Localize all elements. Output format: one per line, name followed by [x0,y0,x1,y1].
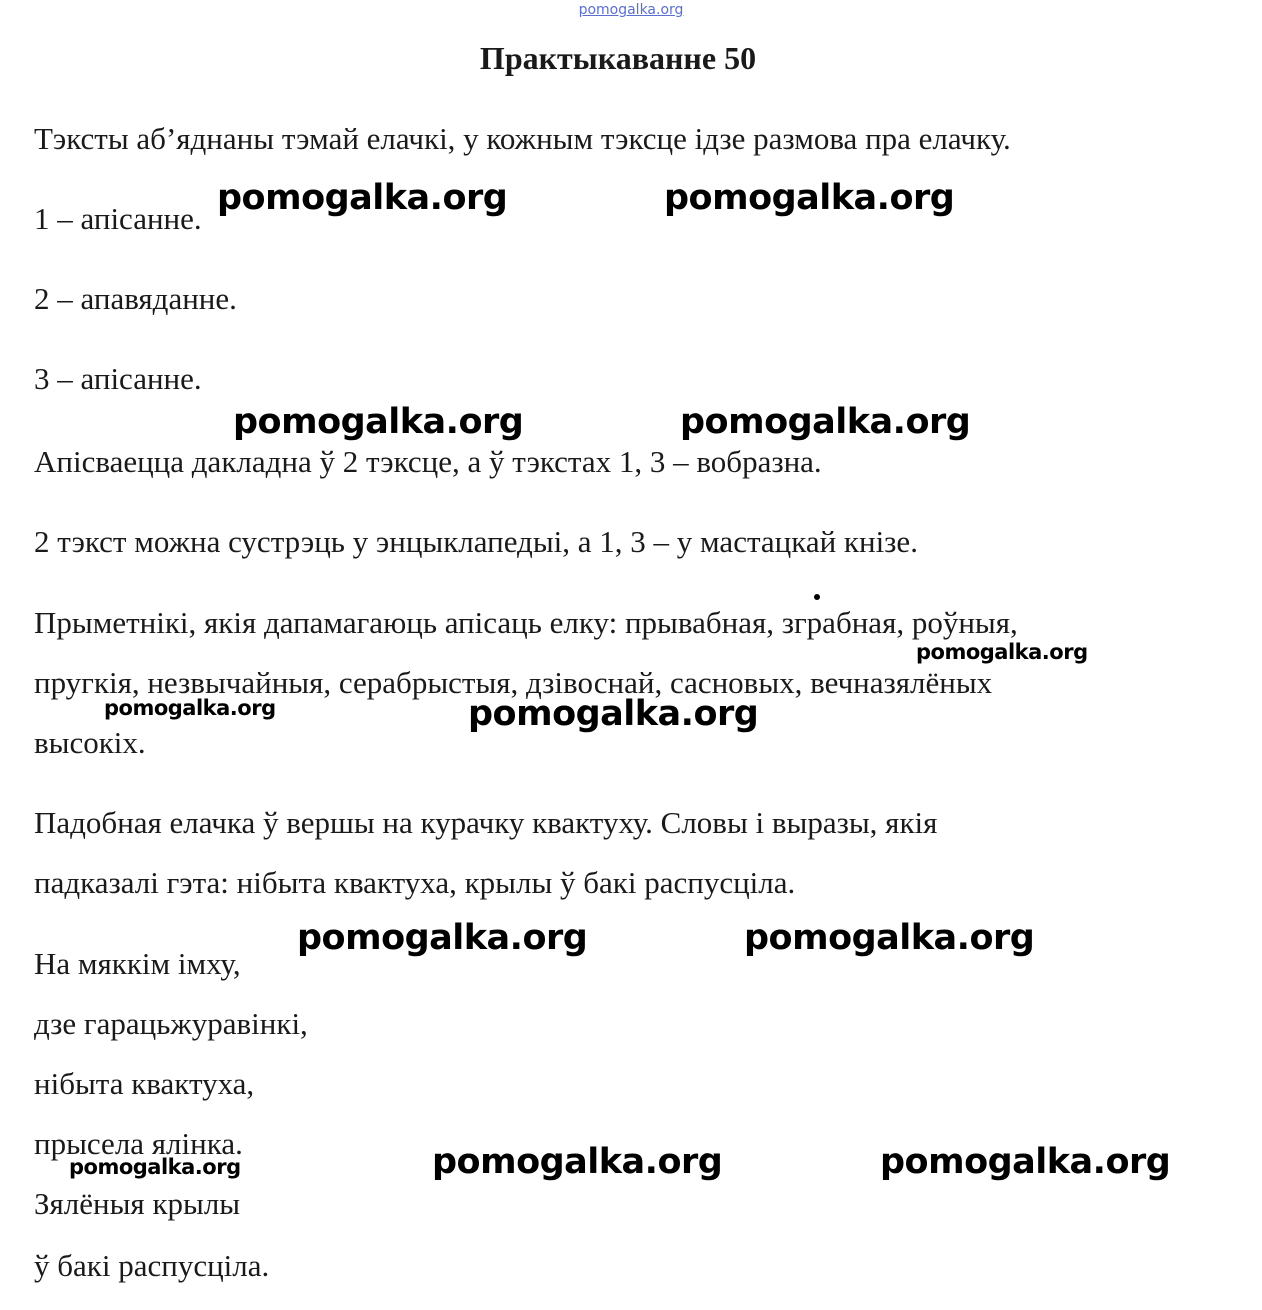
poem-line: прысела ялінка. [34,1126,243,1161]
poem-line: дзе гарацьжуравінкі, [34,1006,308,1041]
description-paragraph: Апісваецца дакладна ў 2 тэксце, а ў тэкстах 1, 3 – вобразна. [34,444,822,479]
poem-line: нібыта квактуха, [34,1066,255,1101]
watermark: pomogalka.org [297,918,588,958]
poem-line: ў бакі распусціла. [34,1248,270,1283]
list-item: 3 – апісанне. [34,361,202,396]
stray-dot [814,594,820,600]
comparison-line: падказалі гэта: нібыта квактуха, крылы ў бакі распусціла. [34,865,796,900]
watermark: pomogalka.org [744,918,1035,958]
list-item: 2 – апавяданне. [34,281,237,316]
watermark: pomogalka.org [680,402,971,442]
watermark: pomogalka.org [217,178,508,218]
watermark: pomogalka.org [664,178,955,218]
top-watermark-link[interactable]: pomogalka.org [578,2,684,18]
watermark: pomogalka.org [432,1142,723,1182]
watermark: pomogalka.org [69,1155,241,1179]
adjectives-line: пругкія, незвычайныя, серабрыстыя, дзівоснай, сасновых, вечназялёных [34,665,993,700]
watermark: pomogalka.org [880,1142,1171,1182]
comparison-line: Падобная елачка ў вершы на курачку квактуху. Словы і выразы, якія [34,805,938,840]
source-paragraph: 2 тэкст можна сустрэць у энцыклапедыі, а 1, 3 – у мастацкай кнізе. [34,524,918,559]
intro-paragraph: Тэксты аб’яднаны тэмай елачкі, у кожным тэксце ідзе размова пра елачку. [34,121,1011,156]
adjectives-line: Прыметнікі, якія дапамагаюць апісаць елку: прывабная, зграбная, роўныя, [34,605,1018,640]
watermark: pomogalka.org [916,640,1088,664]
watermark: pomogalka.org [104,696,276,720]
list-item: 1 – апісанне. [34,201,202,236]
watermark: pomogalka.org [233,402,524,442]
watermark: pomogalka.org [468,694,759,734]
adjectives-line: высокіх. [34,725,146,760]
poem-line: На мяккім імху, [34,946,241,981]
poem-line: Зялёныя крылы [34,1186,241,1221]
page-title: Практыкаванне 50 [479,40,757,76]
